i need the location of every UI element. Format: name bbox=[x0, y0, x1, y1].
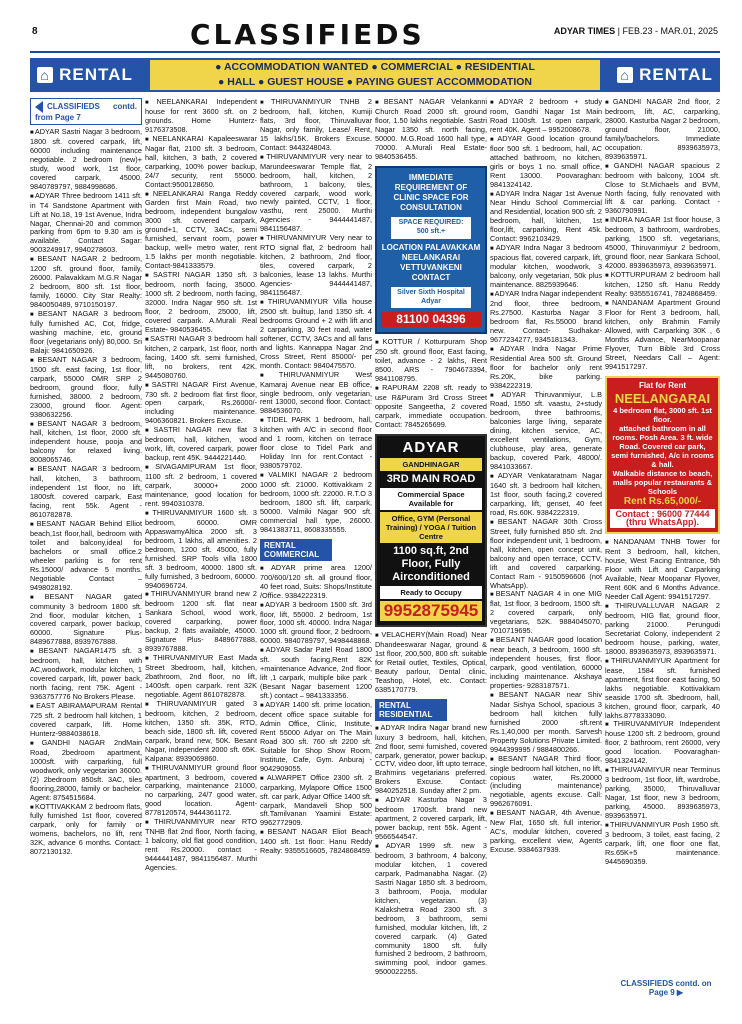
column-5 bbox=[490, 98, 602, 1003]
adyar-ad-ready: Ready to Occupy bbox=[380, 586, 482, 599]
flat-ad-heading: Flat for Rent bbox=[638, 380, 687, 390]
classified-ad: ■ RAPURAM 2208 sft. ready to use R&Puram 3rd Cross Street opposite Sangeetha, 2 covered carpark, immediate occupation. Contact: 7845265699. bbox=[375, 384, 487, 430]
page-number: 8 bbox=[32, 26, 38, 37]
classified-ad: ■ BESANT NAGAR1475 sft. 3 bedroom, hall, kitchen with AC,woodwork, modular kitchen, 1 covered carpark, lift, power back, north facing, rent 75K. Agent - 9363757776 No Brokers Please. bbox=[30, 647, 142, 702]
classified-ad: ■ ADYAR 3 bedroom 1500 sft. 3rd floor, lift, 55000. 2 bedroom, 1st floor, 1000 sft. 40000. Indra Nagar 1000 sft. ground floor, 2 bedroom, 60000. 9840789797, 9498448868. bbox=[260, 601, 372, 647]
flat-ad-rent: Rent Rs.65,000/- bbox=[623, 495, 702, 507]
category-line-1: ● ACCOMMODATION WANTED ● COMMERCIAL ● RESIDENTIAL bbox=[215, 61, 535, 73]
classified-ad: ■ THIRUVALLUVAR NAGAR 2 bedroom, HIG flat, ground floor, parking 21000. Perungudi Secretariat Colony, independent 2 bedroom house, parking, water, 18000. 8939635973, 8939635971. bbox=[605, 602, 720, 657]
classified-ad: ■ ADYAR Sastri Nagar 3 bedroom, 1800 sft. covered carpark, lift, 60000 including maintenance negotiable. 2 bedroom (new)+ study, wood work, 1st floor, covered carpark, 45000. 9840789797, 9884998686. bbox=[30, 128, 142, 192]
adyar-ad-road: 3RD MAIN ROAD bbox=[386, 472, 476, 485]
flat-ad-line-1: 4 bedroom flat, 3000 sft. 1st floor. bbox=[613, 405, 712, 424]
classified-ad: ■ GANDHI NAGAR 2nd floor, 2 bedroom, lift, AC, carparking, 28000. Kasturba Nagar 2 bedroom, ground floor, 21000, family/bachelors. Immediate occupation. 8939635973, 8939635971. bbox=[605, 98, 720, 162]
classified-ad: ■ BESANT NAGAR 4 in one MIG flat, 1st floor, 3 bedroom, 1500 sft. 2 covered carpark, only vegetarians, 52K. 9884045070, 7010719695. bbox=[490, 590, 602, 636]
flat-ad-line-2: attached bathroom in all rooms. Posh Area. 3 ft. wide Road. Covered car park, semi furnished, A/c in rooms & hall. bbox=[611, 423, 714, 469]
classified-ad: ■ BESANT NAGAR Eliot Beach 1400 sft. 1st floor: Hanu Reddy Realty: 9355516605, 7824868459. bbox=[260, 828, 372, 856]
classified-ad: ■ BESANT NAGAR near Shiv Nadar Sishya School, spacious 3 bedroom hall kitchen fully furnished 2000 sft.rent Rs.1,40,000 per month. Sarvesh Property Solutions Private Limited. 9944399995 / 9884800266. bbox=[490, 691, 602, 755]
adyar-ad-use: Office, GYM (Personal Training) / YOGA / Tuition Centre bbox=[380, 512, 482, 543]
arrow-left-icon bbox=[35, 101, 43, 113]
neelangarai-flat-ad bbox=[605, 376, 720, 535]
ads-column-4b bbox=[375, 338, 487, 430]
classified-ad: ■ ADYAR prime area 1200/ 700/600/120 sft. all ground floor, 40 feet road, Suits: Shops/Institute /Office. 9384222319. bbox=[260, 564, 372, 601]
classified-ad: ■ VALMIKI NAGAR 2 bedroom 1000 sft. 21000. Kottivakkam 2 bedroom, 1000 sft. 22000. R.T.O 3 bedroom, 1800 sft. lift, carpark, 50000. Valmiki Nagar 900 sft. commercial hall type, 26000. 9841383711, 8608335555. bbox=[260, 471, 372, 535]
classified-ad: ■ THIRUVANMIYUR TNHB 2 bedroom, hall, kitchen, Kumiji flats, 3rd floor, Thiruvalluvar Nagar, only family, Lease/ Rent, 15 lakhs/15K. Brokers Excuse. Contact: 9443248043. bbox=[260, 98, 372, 153]
adyar-ad-title: ADYAR bbox=[402, 438, 460, 456]
rental-tag-right bbox=[610, 58, 720, 92]
classified-ad: ■ BESANT NAGAR 3 bedroom, 1500 sft. east facing, 1st floor, carpark, 55000 OMR SRP 2 bedroom, ground floor, fully furnished, 38000. 2 bedroom, 23000, ground floor. Agent: 9380632256. bbox=[30, 356, 142, 420]
issue-date: FEB.23 - MAR.01, 2025 bbox=[622, 26, 718, 36]
classified-ad: ■ THIRUVANMIYUR Villa house 2500 sft. builtup, land 1350 sft. 4 bedrooms Ground + 2 with lift and 2 carparking, 30 feet road, water softener, CCTV, 3ACs and all fans and lights. Kannappa Nagar 2nd Cross Street, Rent 85000/- per month. Contact: 9840475570. bbox=[260, 298, 372, 371]
classified-ad: ■ BESANT NAGAR gated community 3 bedroom 1800 sft. 2nd floor, modular kitchen, 1 covered carpark, power backup, 60000. Signature Plus- 8489677888, 8939767888. bbox=[30, 593, 142, 648]
classified-ad: ■ GANDHI NAGAR 2ndMain Road, 2bedroom apartment, 1000sft. with carparking, full woodwork, only vegetarian 36000. (2) 2bedroom 850sft. 3AC, tiles flooring,28000, family or bachelor. Agent: 8754515684. bbox=[30, 739, 142, 803]
clinic-ad-phone: 81100 04396 bbox=[381, 312, 481, 327]
column-4 bbox=[375, 98, 487, 1003]
classified-ad: ■ BESANT NAGAR Velankanni Church Road 2000 sft. ground floor, 1.50 lakhs negotiable. Sastri Nagar 1350 sft. north facing, 50000. M.G.Road 1600 hall type, 70000. A.Murali Real Estate- 9840536455. bbox=[375, 98, 487, 162]
ads-column-4d bbox=[375, 724, 487, 978]
classified-ad: ■ EAST ABIRAMAPURAM Rental 725 sft. 2 bedroom hall kitchen, 1 covered carpark, lift. Home Hunterz-9884038618. bbox=[30, 702, 142, 739]
classified-ad: ■ ADYAR 1999 sft. new 3 bedroom, 3 bathroom, 4 balcony, modular kitchen, 1 covered carpark, Padmanabha Nagar. (2) Sastri Nagar 1850 sft. 3 bedroom, 3 bathroom, Pooja, modular kitchen, vegetarian. (3) Kalakshetra Road 2300 sft. 3 bedroom, 3 bathroom, semi furnished, modular kitchen, lift, 2 covered carpark. (4) Gated community 1800 sft. fully furnished 2 bedroom, 2 bathroom, swimming pool, indoor games. 9500022255. bbox=[375, 842, 487, 977]
column-2 bbox=[145, 98, 257, 1003]
adyar-commercial-ad bbox=[375, 434, 487, 627]
classified-ad: ■ BESANT NAGAR 3 bedroom, hall, kitchen, 1st floor, 2000 sft. independent house, pooja and balcony for relaxed living. 8008065746. bbox=[30, 420, 142, 466]
classified-ad: ■ ADYAR Three bedroom 1411 sft. in T4 Sandstone Apartment with Lift at No.18, 19 1st Avenue, Indra Nagar, Chennai-20 and common parking from 6pm to 9.30 am is available. Contact Sagar: 9003249917, 9940278603. bbox=[30, 192, 142, 256]
classified-ad: ■ NANDANAM Apartment Ground Floor for Rent 3 bedroom, hall, kitchen, only Brahmin Family Allowed, with Carparking 30K , 6 Months Advance, NearMoopanar Flyover, Turn Bible 3rd Cross Street, Needars Call – Agent: 9941517297. bbox=[605, 299, 720, 372]
classified-ad: ■ NEELANKARAI Independent house for rent 3600 sft. on 2 grounds. Home Hunterz-9176373508. bbox=[145, 98, 257, 135]
house-icon: ⌂ bbox=[37, 67, 53, 83]
section-title: CLASSIFIEDS bbox=[190, 18, 425, 51]
flat-ad-phone: Contact : 96000 77444 (thru WhatsApp). bbox=[610, 509, 715, 529]
classified-ad: ■ KOTTIVAKKAM 2 bedroom flats, fully furnished 1st floor, covered carpark, only for family or womens, bachelors, no lift, rent 32K, advance 6 months. Contact: 8072130132. bbox=[30, 803, 142, 858]
adyar-ad-phone: 9952875945 bbox=[380, 601, 482, 621]
section-header-residential: RENTAL RESIDENTIAL bbox=[375, 699, 447, 721]
clinic-ad-heading: IMMEDIATE REQUIREMENT OF CLINIC SPACE FOR CONSULTATION bbox=[393, 172, 469, 212]
column-1 bbox=[30, 98, 142, 1003]
classified-ad: ■ ADYAR Sadar Patel Road 1800 sft. south facing,Rent 82K +maintenance Advance, 2nd floor, lift ,1 carpark, multiple bike park . (Besant Nagar basement 1200 sft.) contact – 9841333356. bbox=[260, 646, 372, 701]
adyar-ad-size: 1100 sq.ft, 2nd Floor, Fully Airconditioned bbox=[392, 544, 470, 583]
classified-ad: ■ THIRUVANMIYUR ground floor apartment, 3 bedroom, covered carparking, maintenance 21000, no carparking, 24/7 good water, good location. Agent- 8778120574, 9444361172. bbox=[145, 764, 257, 819]
paper-issue: ADYAR TIMES | FEB.23 - MAR.01, 2025 bbox=[553, 26, 718, 36]
classified-ad: ■ BESANT NAGAR 3 bedroom, hall, kitchen, 3 bathroom, independent 1st floor, no lift, 1800sft. covered carpark, East facing, rent 55k. Agent - 8610782878. bbox=[30, 465, 142, 520]
classified-ad: ■ THIRUVANMIYUR Apartment for lease, 1584 sft. furnished apartment, first floor east facing, 50 lakhs negotiable. Kottivakkam seaside 1700 sft. 3bedroom, hall, kitchen, ground floor, carpark, 40 lakhs.8778333090. bbox=[605, 657, 720, 721]
adyar-ad-space: Commercial Space Available for bbox=[380, 488, 482, 510]
ads-column-4c bbox=[375, 631, 487, 695]
flat-ad-line-3: Walkable distance to beach, malls popular restaurants & Schools bbox=[612, 468, 713, 496]
rental-band bbox=[30, 58, 720, 92]
classified-ad: ■ BESANT NAGAR Third floor, single bedroom hall kitchen, no lift, copious water, Rs.20000 (including maintenance) negotiable, agents excuse. Call: 9962676091. bbox=[490, 755, 602, 810]
classified-ad: ■ SIVAGAMIPURAM 1st floor, 1100 sft. 2 bedroom, 1 covered carpark, 30000+ 2000 maintenance, good location for rent. 9940310378. bbox=[145, 463, 257, 509]
classified-ad: ■ THIRUVANMIYUR East Mada Street 3bedroom, hall, kitchen, 2bathroom, 2nd floor, no lift, 1400sft. open carpark. rent 32K negotiable. Agent 8610782878. bbox=[145, 654, 257, 700]
classified-ad: ■ BESANT NAGAR good location near beach, 3 bedroom, 1600 sft. independent houses, first floor, carpark, good ventilation, 60000 including maintenance. Akshaya properties- 9283187571. bbox=[490, 636, 602, 691]
classified-ad: ■ ADYAR Thiruvanmiyur, L.B Road, 1550 sft. vaastu, 2+study bedroom, three bathrooms, balconies large living, separate dining, kitchen service, AC, excellent ventilations, Gym, clubhouse, play area, generate backup, covered Park, 48000/. 9841033667. bbox=[490, 391, 602, 473]
classified-ad: ■ THIRUVANMIYUR Independent house 1200 sft. 2 bedroom, ground floor, 2 bathroom, rent 26000, very good location. Poovaraghan- 9841324142. bbox=[605, 720, 720, 766]
column-3 bbox=[260, 98, 372, 1003]
ads-column-2 bbox=[145, 98, 257, 873]
clinic-ad-brand: Silver Sixth Hospital Adyar bbox=[391, 287, 471, 309]
ads-column-4a bbox=[375, 98, 487, 162]
columns bbox=[30, 98, 720, 1003]
ads-column-5 bbox=[490, 98, 602, 855]
classified-ad: ■ ADYAR Good location ground floor 500 sft. 1 bedroom, hall, AC attached bathroom, no kitchen, girls or boys 1 no. small office, Rent 13000. Poovaraghan: 9841324142. bbox=[490, 135, 602, 190]
continued-on-banner: CLASSIFIEDS contd. on Page 9 ▶ bbox=[620, 979, 712, 997]
classified-ad: ■ SASTRI NAGAR First Avenue, 730 sft. 2 bedroom flat first floor, open carpark, Rs.26000/- including maintenance. 9406360821. Brokers Excuse. bbox=[145, 381, 257, 427]
ads-column-6a bbox=[605, 98, 720, 372]
classified-ad: ■ ADYAR 1400 sft. prime location, decent office space suitable for Admin Office, Clinic, Institute, Rent 55000 Adyar on The Main Road 300 sft. 760 sft 2200 sft. Suitable for Shop Show Room, Institute, Cafe, Gym. Anburaj - 9042909055. bbox=[260, 701, 372, 774]
section-header-commercial: RENTAL COMMERCIAL bbox=[260, 539, 332, 561]
classified-ad: ■ KOTTUR / Kotturpuram Shop 250 sft. ground floor, East facing, toilet, advance - 2 lakhs, Rent 8500. ARS - 7904673394, 9841108795. bbox=[375, 338, 487, 384]
classified-ad: ■ SASTRI NAGAR new flat 3 bedroom, hall, kitchen, wood work, lift, covered carpark, power backup, rent 45K. 9444221440. bbox=[145, 426, 257, 463]
rental-tag-left bbox=[30, 58, 140, 92]
classified-ad: ■ VELACHERY(Main Road) Near Dhandeeswarar Nagar, ground & 1st floor, 200,500, 800 sft. suitable for Retail outlet, Textiles, Optical, Beauty parlour, Dental clinic, Teashop, Hotel, etc. Contact: 6385170779. bbox=[375, 631, 487, 695]
classified-ad: ■ THIRUVANMIYUR Very near to RTO signal flat, 2 bedroom hall kitchen, 2 bathroom, 2nd floor, tiles, covered carpark, 2 balconies, lease 13 lakhs. Murthi Agencies- 9444441487, 9841156487. bbox=[260, 234, 372, 298]
rental-label-left: RENTAL bbox=[59, 65, 133, 84]
classified-ad: ■ THIRUVANMIYUR West Kamaraj Avenue near EB office, single bedroom, only vegetarian, rent 13000, second floor. Contact: 9884536070. bbox=[260, 371, 372, 417]
continued-from-text: CLASSIFIEDS contd. from Page 7 bbox=[35, 102, 137, 122]
continued-on-text: CLASSIFIEDS contd. on Page 9 bbox=[620, 979, 712, 997]
classified-ad: ■ ADYAR Venkataratnam Nagar 1640 sft. 3 bedroom hall kitchen, 1st floor, south facing,2 covered carparking, lift, genset, 40 feet road, Rs.60K. 9384222319. bbox=[490, 472, 602, 518]
classified-ad: ■ ADYAR Indra Nagar 3 bedroom spacious flat, covered carpark, lift, modular kitchen, woodwork, 3 balcony, only vegetarian, 50k plus maintenance. 8825939646. bbox=[490, 244, 602, 290]
ads-column-3b bbox=[260, 564, 372, 857]
category-line-2: ● HALL ● GUEST HOUSE ● PAYING GUEST ACCOMMODATION bbox=[217, 76, 532, 88]
clinic-ad-location: LOCATION PALAVAKKAM NEELANKARAI VETTUVANKENI CONTACT bbox=[381, 242, 481, 282]
category-list bbox=[150, 60, 600, 90]
classified-ad: ■ GANDHI NAGAR spacious 2 bedroom with balcony, 1004 sft. Close to St.Michaels and BVM, North facing, fully renovated with lift & car parking. Contact - 9360790991. bbox=[605, 162, 720, 217]
classified-ad: ■ ADYAR Kasturba Nagar 3 bedroom 1700sft. brand new apartment, 2 covered carpark, lift, power backup, rent 55k. Agent - 9566544547. bbox=[375, 796, 487, 842]
classified-ad: ■ ALWARPET Office 2300 sft. 2 carparking, Mylapore Office 1500 sft. car park, Adyar Office 1400 sft. carpark, Mandaveli Shop 500 sft.Tamilvanan Yaamini Estate: 9962772909. bbox=[260, 774, 372, 829]
classified-ad: ■ THIRUVANMIYUR near Terminus 3 bedroom, 1st floor, lift, wardrobe, parking, 35000, Thiruvalluvar Nagar, 1st floor, new 3 bedroom, parking, 45000. 8939635973, 8939635971. bbox=[605, 766, 720, 821]
classified-ad: ■ THIRUVANMIYUR very near to Marundeeswarar Temple flat, 2 bedroom, hall, kitchen, 2 bathroom, 1 balcony, tiles, covered carpark, wood work, newly painted, CCTV, 1 floor, vasthu, rent 25000. Murthi Agencies - 9444441487, 9841156487. bbox=[260, 153, 372, 235]
classified-ad: ■ INDRA NAGAR 1st floor house, 3 bedroom, 3 bathroom, wardrobes, parking, 1500 sft. vegetarians, 45000, Thiruvanmiyur 2 bedroom, ground floor, near Sankara School, 42000. 8939635973, 8939635971. bbox=[605, 216, 720, 271]
classified-ad: ■ THIRUVANMIYUR near RTO TNHB flat 2nd floor, North facing, 1 balcony, old flat good condition, rent Rs.20000. contact - 9444441487, 9841156487. Murthi Agencies. bbox=[145, 818, 257, 873]
classified-ad: ■ BESANT NAGAR 3 bedroom fully furnished AC, Cot, fridge, washing machine, etc, ground floor (vegetarians only) 80,000. Sri Balaji: 9841650926. bbox=[30, 310, 142, 356]
page-header bbox=[30, 20, 720, 53]
rental-label-right: RENTAL bbox=[639, 65, 713, 84]
classified-ad: ■ TIDEL PARK 1 bedroom, hall, kitchen with A/C in second floor and 1 room, kitchen on terrace floor close to Tidel Park and Holiday Inn for rent.Contact - 9380579702. bbox=[260, 416, 372, 471]
classified-ad: ■ ADYAR 2 bedroom + study room, Gandhi Nagar 1st Main Road 1100sft. 1st open carpark, rent 40K. Agent – 9952008678. bbox=[490, 98, 602, 135]
ads-column-1 bbox=[30, 128, 142, 857]
classified-ad: ■ BESANT NAGAR, 4th Avenue, New Flat, 1650 sft. full interior, AC's, modular kitchen, covered parking, excellent view, Agents Excuse. 9384637939. bbox=[490, 809, 602, 855]
clinic-ad-space: SPACE REQUIRED: 500 sft.+ bbox=[391, 217, 471, 239]
flat-ad-area: NEELANGARAI bbox=[614, 390, 711, 406]
column-6 bbox=[605, 98, 720, 1003]
classified-ad: ■ THIRUVANMIYUR 1600 sft. 3 bedroom, 60000. OMR AppaswamyAltica 2000 sft. 3 bedroom, 1 lakhs, all amenities. 2 bedroom, 1200 sft. 45000, fully furnished. SRP Tools villa 1800 sft. 3 bedroom, 40000. 1800 sft. fully furnished, 3 bedroom, 60000. 9940696724. bbox=[145, 509, 257, 591]
classified-ad: ■ THIRUVANMIYUR Posh 1950 sft. 3 bedroom, 3 toilet, east facing, 2 carpark, lift, one floor one flat, Rs.65K+5 maintenance. 9445690359. bbox=[605, 821, 720, 867]
clinic-space-ad bbox=[375, 166, 487, 335]
classified-ad: ■ THIRUVANMIYUR brand new 2 bedroom 1200 sft. flat near Sankara School, wood work, covered carparking, power backup, 2 flats available, 45000. Signature Plus- 8489677888, 8939767888. bbox=[145, 590, 257, 654]
classified-ad: ■ NEELANKARAI Ranga Reddy Garden first Main Road, two bedroom, independent bungalow 3000 sft. covered carpark, ground+1, CCTV, 3ACs, semi furnished, servant room, power backup, well+ metro water, rent 1.5 lakhs per month negotiable. Contact-9841333579. bbox=[145, 190, 257, 272]
classified-ad: ■ NANDANAM TNHB Tower for Rent 3 bedroom, hall, kitchen, house, West Facing Entrance, 5th Floor with Lift and Carparking Available, Near Moopanar Flyover, Rent 60K and 6 Months Advance. Needer Call Agent: 9941517297. bbox=[605, 538, 720, 602]
classified-ad: ■ THIRUVANMIYUR gated 3 bedroom, kitchen, 2 bedroom, kitchen, 1350 sft. 35K, RTO, beach side, 1800 sft. lift, covered carpark, brand new, 50K. Besant Nagar, independent 2000 sft. 65K. Kalpana: 8939069860. bbox=[145, 700, 257, 764]
classified-ad: ■ SASTRI NAGAR 1350 sft. 3 bedroom, north facing, 35000. 1000 sft. 2 bedroom, north facing, 32000. Indra Nagar 950 sft. 1st floor, 2 bedroom, 25000, lift, covered carpark. A.Murali Real Estate- 9840536455. bbox=[145, 271, 257, 335]
adyar-ad-area: GANDHINAGAR bbox=[380, 458, 482, 471]
house-icon: ⌂ bbox=[617, 67, 633, 83]
paper-name: ADYAR TIMES bbox=[553, 26, 616, 36]
classified-ad: ■ BESANT NAGAR 2 bedroom, 1200 sft. ground floor, family, 26000. Palavakkam M.G.R Nagar 2 bedroom, 800 sft. 1st floor, family, 16000. City Star Realty: 9840050489, 9710150197. bbox=[30, 255, 142, 310]
continued-from-banner bbox=[30, 98, 142, 125]
classified-ad: ■ BESANT NAGAR 30th Cross Street, fully furnished 850 sft. 2nd floor independent unit, 1 bedroom, hall, kitchen, open concept unit, balcony and open terrace, CCTV, lift and covered carparking. Contact Ram - 9150596606 (not WhatsApp). bbox=[490, 518, 602, 591]
classified-ad: ■ BESANT NAGAR Behind Elliot beach,1st floor,hall, bedroom with toilet and balcony,ideal for bachelors or small office.2 wheeler parking is for rent Rs.15000/ advance 5 months. Negotiable Contact – 9498028192. bbox=[30, 520, 142, 593]
classified-ad: ■ NEELANKARAI Kapaleeswarar Nagar flat, 2100 sft. 3 bedroom, hall, kitchen, 3 bath, 2 covered carparking, 100% power backup, 24/7 security, rent 55000. Contact:9500128650. bbox=[145, 135, 257, 190]
classified-ad: ■ KOTTURPURAM 2 bedroom hall kitchen, 1250 sft. Hanu Reddy Realty: 9355516741, 7824868459. bbox=[605, 271, 720, 299]
classified-ad: ■ ADYAR Indra Nagar independent 2nd floor, three bedroom, Rs.27500. Kasturba Nagar 3 bedroom flat, Rs.55000 brand new. Contact- Sudhakar- 9677234277, 9345181343. bbox=[490, 290, 602, 345]
classified-ad: ■ ADYAR Indira Nagar brand new luxury 3 bedroom, hall, kitchen, 2nd floor, semi furnished, covered carpark, generator, power backup, CCTV, video door, lift upto terrace, Brahmins vegetarians preferred. Brokers Excuse. Contact: 9840252518. Sunday after 2 pm. bbox=[375, 724, 487, 797]
classified-ad: ■ SASTRI NAGAR 3 bedroom hall kitchen, 2 carpark, 1st floor, north facing, 1400 sft. semi furnished, lift, no brokers, rent 42K. 9445080760. bbox=[145, 335, 257, 381]
ads-column-3 bbox=[260, 98, 372, 535]
ads-column-6b bbox=[605, 538, 720, 866]
classified-ad: ■ ADYAR Indra Nagar 1st Avenue Near Hindu School Commercial and Residential, location 900 sft. 2 bedroom, hall, kitchen, 1st floor,lift, carparking, Rent 45k. Contact: 9962103429. bbox=[490, 190, 602, 245]
classified-ad: ■ ADYAR Indra Nagar Prime Residential Area 500 sft. Ground floor for bachelor only rent Rs.20K, bike parking. 9384222319. bbox=[490, 345, 602, 391]
